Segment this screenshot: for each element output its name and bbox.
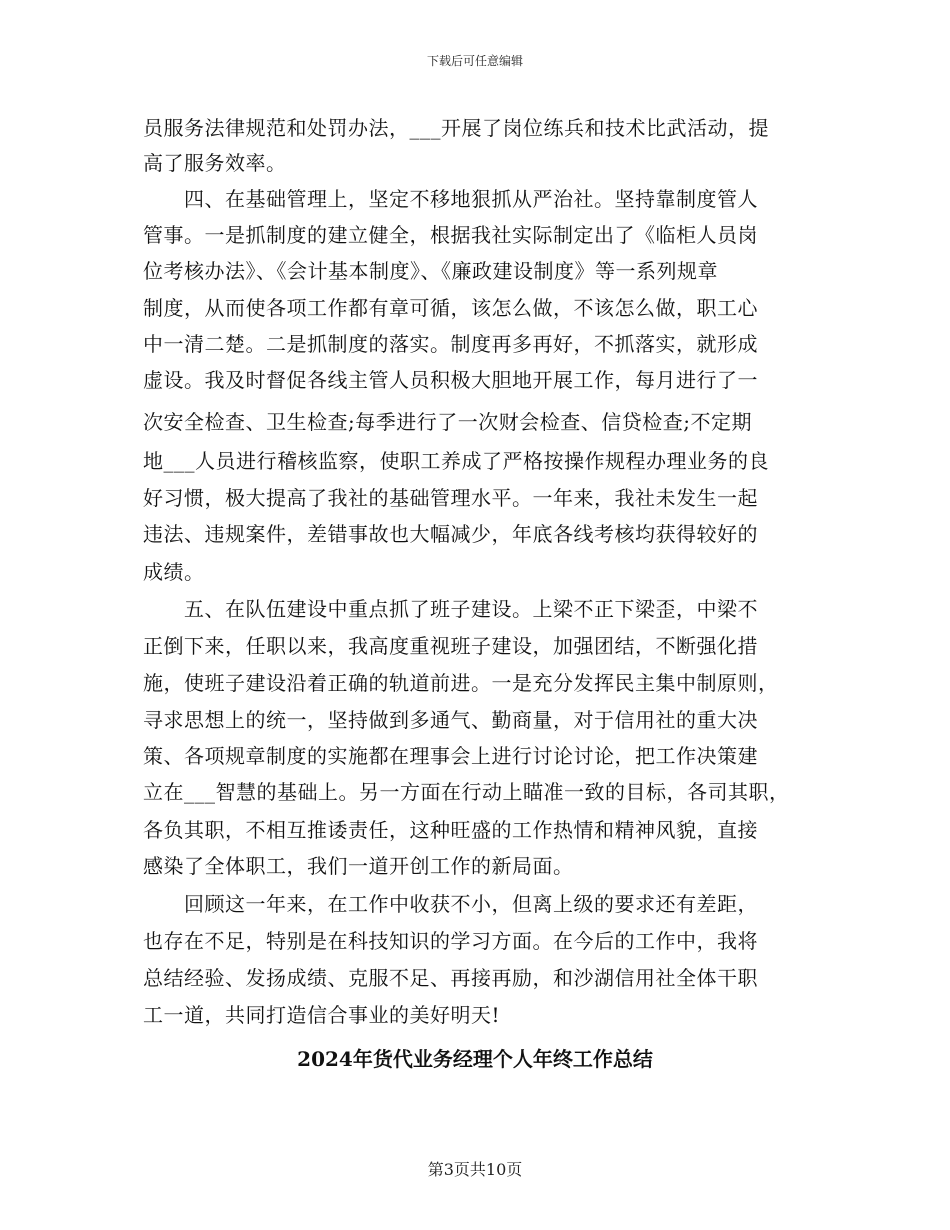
text-line: 工一道，共同打造信合事业的美好明天!: [143, 1003, 501, 1027]
text-line: 正倒下来，任职以来，我高度重视班子建设，加强团结，不断强化措: [143, 634, 758, 658]
text-line: 管事。一是抓制度的建立健全，根据我社实际制定出了《临柜人员岗: [143, 223, 758, 247]
text-line: 立在___智慧的基础上。另一方面在行动上瞄准一致的目标，各司其职，: [143, 780, 790, 804]
text-line: 次安全检查、卫生检查;每季进行了一次财会检查、信贷检查;不定期: [143, 410, 752, 434]
text-line: 虚设。我及时督促各线主管人员积极大胆地开展工作，每月进行了一: [143, 368, 758, 392]
text-line: 总结经验、发扬成绩、克服不足、再接再励，和沙湖信用社全体干职: [143, 966, 758, 990]
document-title: 2024年货代业务经理个人年终工作总结: [297, 1047, 653, 1071]
text-line: 好习惯，极大提高了我社的基础管理水平。一年来，我社未发生一起: [143, 486, 758, 510]
text-line: 四、在基础管理上，坚定不移地狠抓从严治社。坚持靠制度管人: [143, 187, 758, 211]
text-line: 地___人员进行稽核监察，使职工养成了严格按操作规程办理业务的良: [143, 449, 769, 473]
text-line: 员服务法律规范和处罚办法，___开展了岗位练兵和技术比武活动，提: [143, 116, 769, 140]
text-line: 高了服务效率。: [143, 151, 287, 175]
text-line: 施，使班子建设沿着正确的轨道前进。一是充分发挥民主集中制原则，: [143, 671, 779, 695]
text-line: 回顾这一年来，在工作中收获不小，但离上级的要求还有差距，: [143, 892, 758, 916]
text-line: 成绩。: [143, 560, 205, 584]
text-line: 也存在不足，特别是在科技知识的学习方面。在今后的工作中，我将: [143, 929, 758, 953]
text-line: 位考核办法》、《会计基本制度》、《廉政建设制度》等一系列规章: [143, 259, 718, 283]
text-line: 中一清二楚。二是抓制度的落实。制度再多再好，不抓落实，就形成: [143, 332, 758, 356]
text-line: 寻求思想上的统一，坚持做到多通气、勤商量，对于信用社的重大决: [143, 708, 758, 732]
page-number: 第3页共10页: [427, 1160, 523, 1179]
page-header: 下载后可任意编辑: [426, 54, 523, 68]
text-line: 违法、违规案件，差错事故也大幅减少，年底各线考核均获得较好的: [143, 522, 758, 546]
text-line: 各负其职，不相互推诿责任，这种旺盛的工作热情和精神风貌，直接: [143, 818, 758, 842]
text-line: 策、各项规章制度的实施都在理事会上进行讨论讨论，把工作决策建: [143, 744, 758, 768]
text-line: 制度，从而使各项工作都有章可循，该怎么做，不该怎么做，职工心: [143, 296, 758, 320]
text-line: 感染了全体职工，我们一道开创工作的新局面。: [143, 854, 574, 878]
text-line: 五、在队伍建设中重点抓了班子建设。上梁不正下梁歪，中梁不: [143, 597, 758, 621]
